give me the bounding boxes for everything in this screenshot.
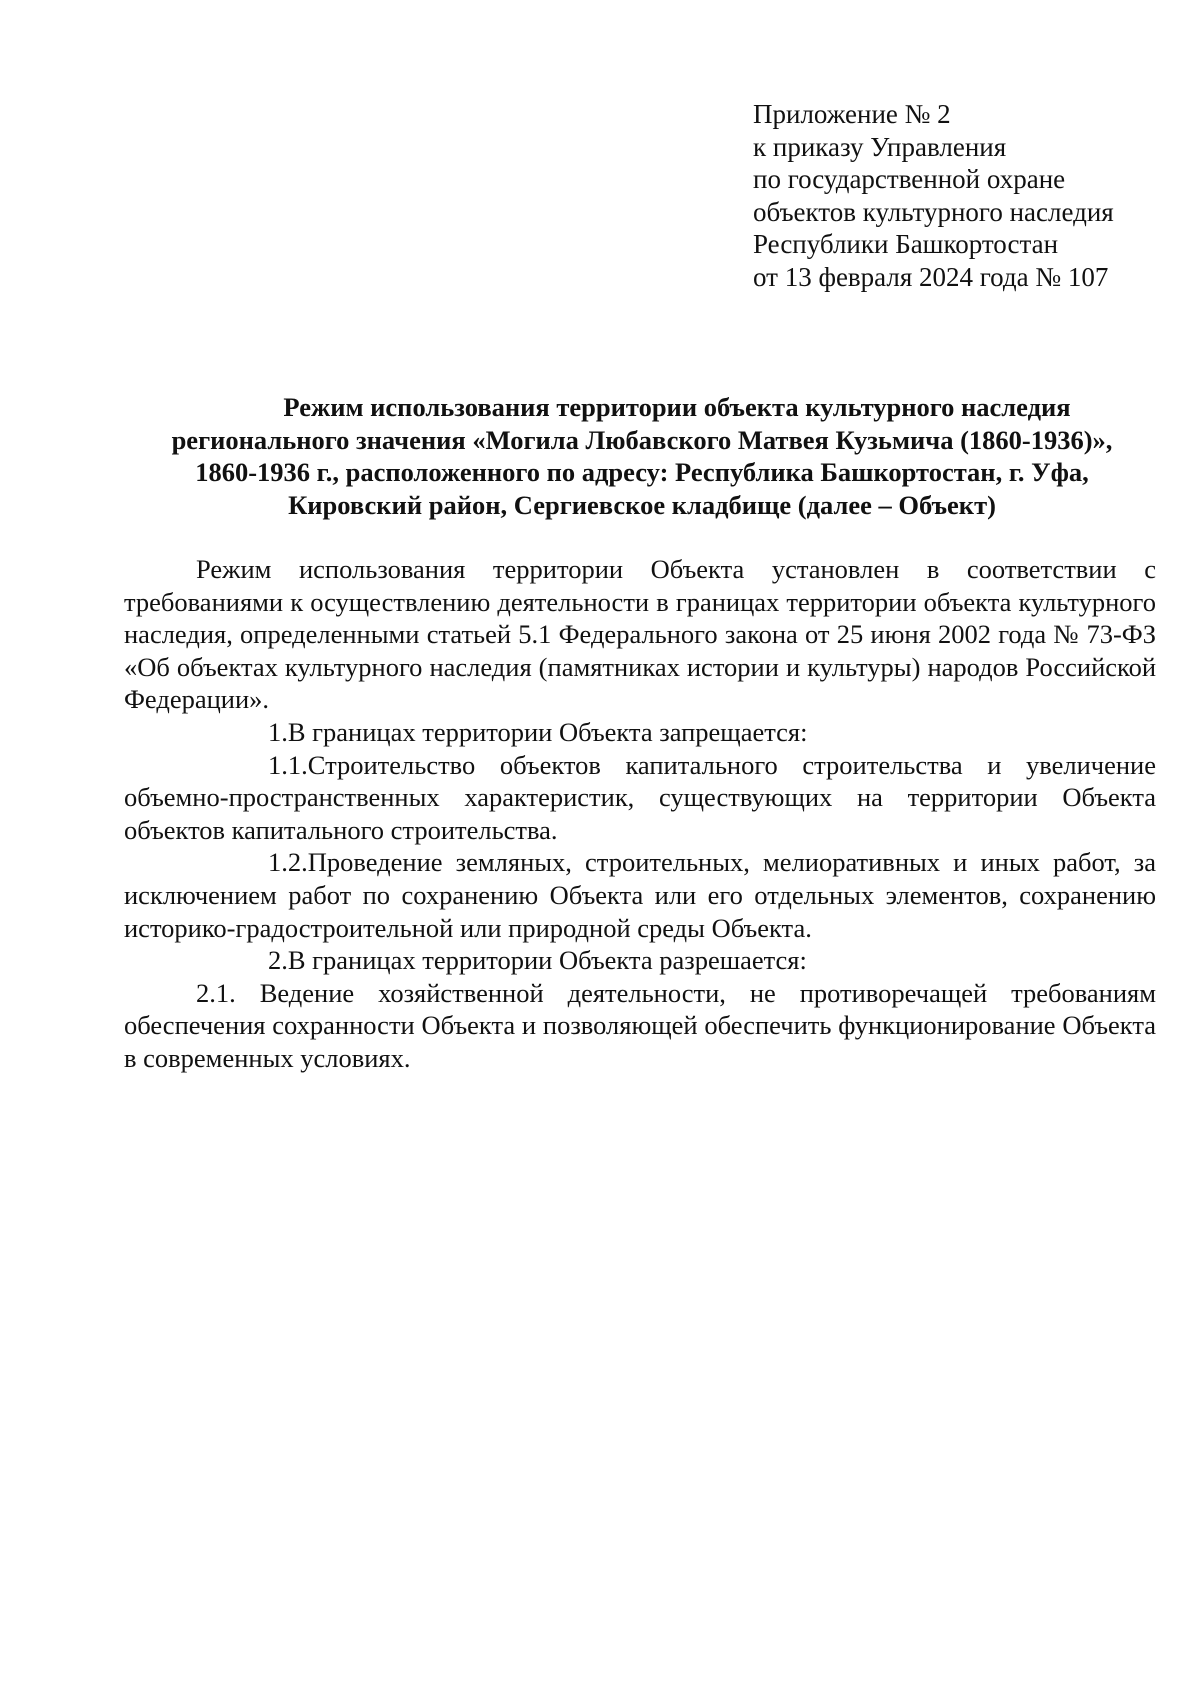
clause-paragraph [124,749,1156,847]
appendix-line: к приказу Управления [753,131,1007,162]
clause-number: 2.1. [196,977,236,1008]
appendix-header [753,98,1173,293]
appendix-line: от 13 февраля 2024 года № 107 [753,261,1109,292]
title-line: 1860-1936 г., расположенного по адресу: Республика Башкортостан, г. Уфа, [195,457,1089,487]
appendix-line: Приложение № 2 [753,99,951,129]
clause-text: В границах территории Объекта запрещается: [287,716,808,747]
clause-number: 1.2. [268,847,308,878]
clause-text: Проведение земляных, строительных, мелиоративных и иных работ, за исключением работ по сохранению Объекта или его отдельных элементов, сохранению историко-градостроительной или природной среды Объекта. [124,847,1156,943]
title-line: Кировский район, Сергиевское кладбище (далее – Объект) [288,489,996,520]
appendix-line: по государственной охране [753,164,1066,194]
intro-paragraph: Режим использования территории Объекта установлен в соответствии с требованиями к осуществлению деятельности в границах территории объекта культурного наследия, определенными статьей 5.1 Федерального закона от 25 июня 2002 года № 73-ФЗ «Об объектах культурного наследия (памятниках истории и культуры) народов Российской Федерации». [124,554,1156,715]
clause-paragraph [124,944,1156,977]
clause-number: 1.1. [268,749,308,780]
clause-paragraph [124,977,1156,1075]
document-title [118,391,1166,521]
document-body [124,553,1156,1075]
clause-number: 2. [268,945,288,976]
clause-number: 1. [268,716,288,747]
title-line: Режим использования территории объекта культурного наследия [283,392,1071,422]
appendix-line: Республики Башкортостан [753,229,1059,259]
clause-text: Ведение хозяйственной деятельности, не противоречащей требованиям обеспечения сохранности Объекта и позволяющей обеспечить функционирование Объекта в современных условиях. [124,977,1157,1073]
appendix-line: объектов культурного наследия [753,196,1114,227]
clause-paragraph [124,716,1156,749]
clause-paragraph [124,846,1156,944]
clause-text: Строительство объектов капитального строительства и увеличение объемно-пространственных характеристик, существующих на территории Объекта объектов капитального строительства. [124,749,1156,845]
title-line: регионального значения «Могила Любавского Матвея Кузьмича (1860-1936)», [171,424,1113,455]
clause-text: В границах территории Объекта разрешается: [287,945,807,976]
